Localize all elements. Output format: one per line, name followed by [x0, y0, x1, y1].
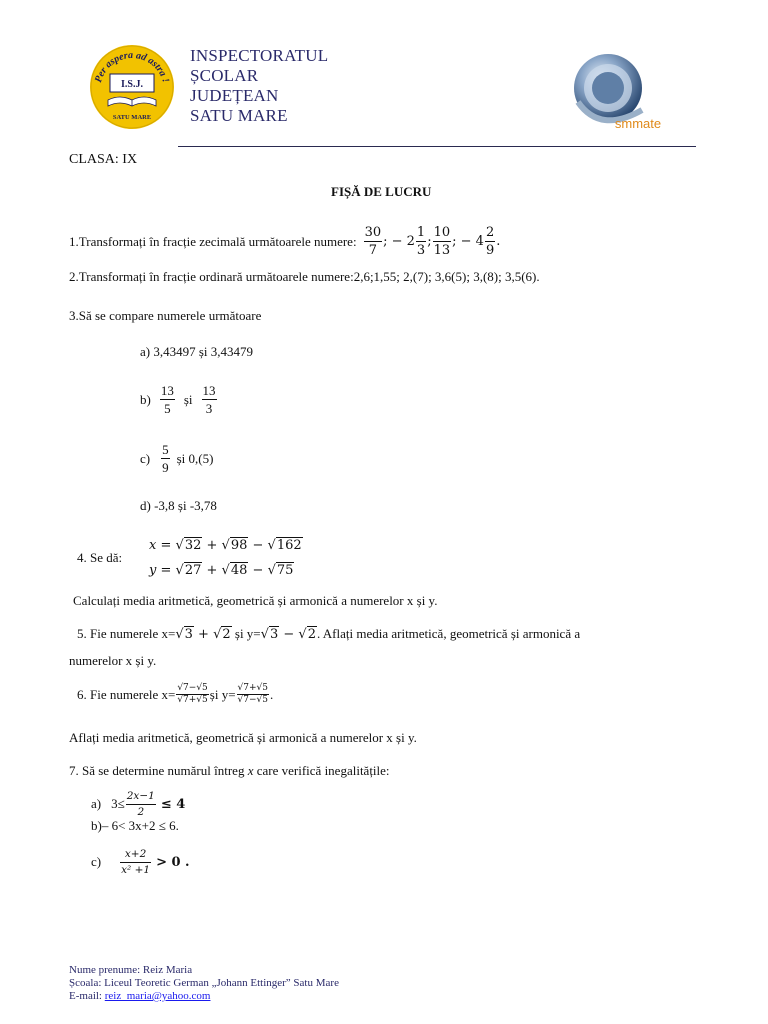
fraction: $\frac{30}{7}$ — [364, 225, 382, 258]
header-line: SATU MARE — [190, 106, 288, 125]
item-label: c) — [140, 450, 151, 466]
exercise-2 — [69, 269, 540, 285]
inequality-left: 3≤ — [111, 796, 125, 811]
equation-x: x = √32 + √98 − √162 — [149, 538, 302, 553]
exercise-6-mid: și y= — [209, 686, 236, 702]
exercise-5-line2: numerelor x și y. — [69, 653, 157, 668]
period: . — [270, 686, 274, 702]
logo-right-text: smmate — [614, 116, 662, 131]
footer — [69, 964, 339, 1003]
exercise-2-text: 2.Transformați în fracție ordinară următoarele numere: — [69, 269, 354, 284]
page-title: FIȘĂ DE LUCRU — [331, 184, 432, 199]
exercise-1 — [69, 226, 500, 257]
fraction: $\frac{x+2}{\text{x² +1}}$ — [121, 848, 151, 876]
logo-initials: I.S.J. — [121, 79, 143, 90]
inequality-right: > 0 . — [156, 854, 190, 870]
fraction: $\frac{13}{5}$ — [160, 383, 174, 416]
exercise-6-prefix: 6. Fie numerele x= — [77, 686, 176, 702]
exercise-7-text: 7. Să se determine numărul întreg x care verifică inegalitățile: — [69, 763, 390, 778]
conjunction: și — [183, 391, 193, 407]
exercise-3b — [140, 384, 218, 415]
separator: . — [496, 234, 501, 249]
item-label: c) — [91, 854, 102, 869]
fraction: $\frac{2}{9}$ — [485, 225, 495, 258]
smmate-logo-graphic — [566, 48, 676, 136]
item-label: b) — [140, 391, 151, 407]
logo-motto: Per aspera ad astra ! — [93, 49, 171, 84]
exercise-3c — [140, 443, 213, 474]
fraction: $\frac{13}{3}$ — [202, 383, 216, 416]
fraction: $\frac{1}{3}$ — [416, 225, 426, 258]
header-line: INSPECTORATUL — [190, 46, 329, 65]
exercise-3d: d) -3,8 și -3,78 — [140, 498, 217, 513]
footer-school: Școala: Liceul Teoretic German „Johann Ettinger” Satu Mare — [69, 977, 339, 989]
fraction: $\frac{√7-√5}{√7+√5}$ — [177, 683, 208, 705]
exercise-7a — [91, 791, 185, 817]
separator: ; − 2 — [383, 234, 415, 249]
logo-city: SATU MARE — [112, 114, 152, 121]
exercise-1-text: 1.Transformați în fracție zecimală următoarele numere: — [69, 233, 357, 249]
separator: ; — [427, 234, 432, 249]
exercise-6-text: Aflați media aritmetică, geometrică și armonică a numerelor x și y. — [69, 730, 417, 745]
smmate-logo — [566, 48, 676, 136]
footer-name: Nume prenume: Reiz Maria — [69, 964, 193, 976]
fraction: $\frac{10}{13}$ — [433, 225, 451, 258]
footer-email-line: E-mail: reiz_maria@yahoo.com — [69, 990, 211, 1002]
exercise-4-label: 4. Se dă: — [77, 550, 123, 565]
exercise-3-text: 3.Să se compare numerele următoare — [69, 308, 262, 323]
separator: ; − 4 — [452, 234, 484, 249]
isj-logo-graphic — [86, 40, 178, 130]
item-label: a) — [91, 796, 102, 811]
exercise-6 — [77, 684, 273, 705]
header-line: ȘCOLAR — [190, 66, 259, 85]
class-label: CLASA: IX — [69, 152, 138, 167]
exercise-2-numbers: 2,6;1,55; 2,(7); 3,6(5); 3,(8); 3,5(6). — [353, 269, 540, 284]
comparison-rest: și 0,(5) — [176, 450, 214, 466]
exercise-3a: a) 3,43497 și 3,43479 — [140, 344, 254, 359]
header-line: JUDEȚEAN — [190, 86, 279, 105]
exercise-7b: b)– 6< 3x+2 ≤ 6. — [91, 818, 179, 833]
fraction: $\frac{2x-1}{2}$ — [126, 790, 155, 818]
inequality-right: ≤ 4 — [160, 796, 186, 812]
isj-logo — [86, 40, 178, 130]
exercise-4-text: Calculați media aritmetică, geometrică și armonică a numerelor x și y. — [73, 593, 438, 608]
equation-y: y = √27 + √48 − √75 — [149, 563, 294, 578]
header-title — [190, 46, 328, 126]
fraction: $\frac{√7+√5}{√7-√5}$ — [237, 683, 269, 705]
exercise-5-line1: 5. Fie numerele x=√3 + √2 și y=√3 − √2. Aflați media aritmetică, geometrică și armonică a — [77, 626, 581, 642]
exercise-7c — [91, 849, 190, 875]
header-divider — [178, 146, 696, 147]
email-link[interactable]: reiz_maria@yahoo.com — [104, 990, 211, 1002]
fraction: $\frac{5}{9}$ — [162, 442, 169, 475]
